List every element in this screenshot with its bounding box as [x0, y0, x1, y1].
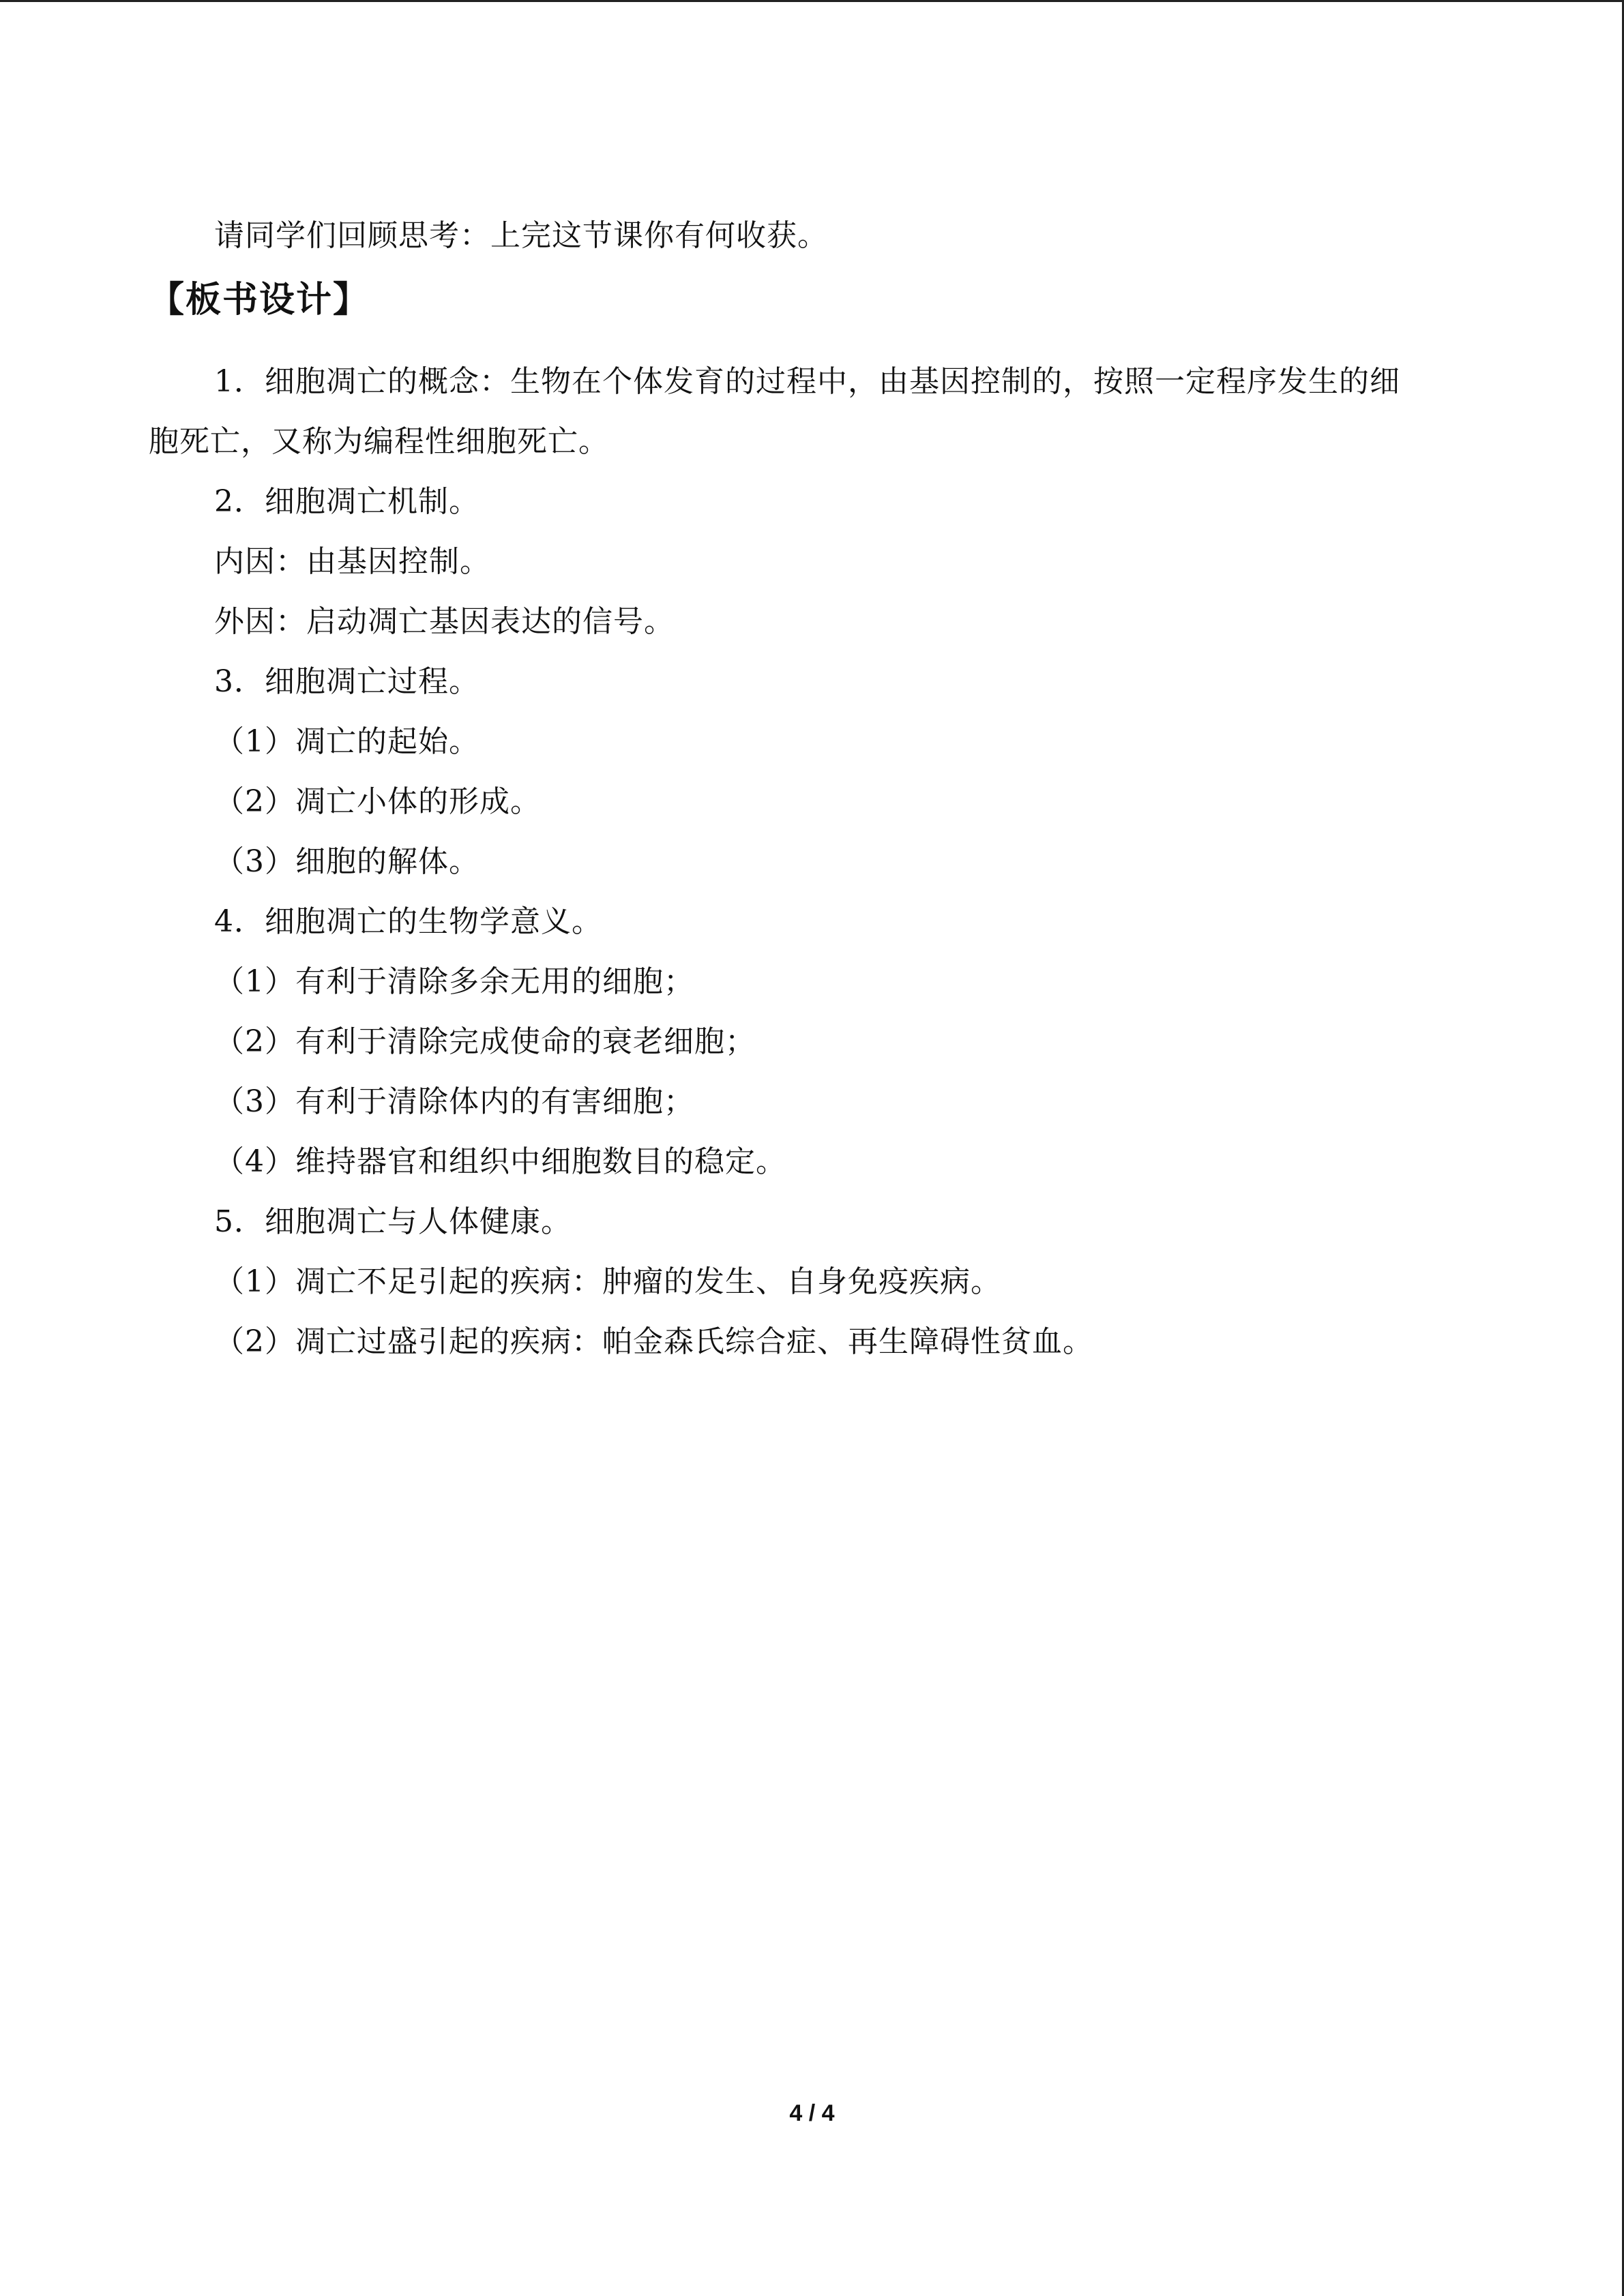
item-3-1: （1）凋亡的起始。: [214, 724, 479, 759]
item-2: 2．细胞凋亡机制。: [214, 484, 479, 519]
item-1-line-2: 胞死亡，又称为编程性细胞死亡。: [149, 424, 609, 459]
item-2-internal: 内因：由基因控制。: [214, 544, 490, 579]
item-5-2: （2）凋亡过盛引起的疾病：帕金森氏综合症、再生障碍性贫血。: [214, 1324, 1093, 1359]
item-4-4: （4）维持器官和组织中细胞数目的稳定。: [214, 1144, 786, 1179]
item-5-1: （1）凋亡不足引起的疾病：肿瘤的发生、自身免疫疾病。: [214, 1264, 1001, 1299]
item-1-line-1: 1．细胞凋亡的概念：生物在个体发育的过程中，由基因控制的，按照一定程序发生的细: [214, 364, 1400, 399]
item-3-3: （3）细胞的解体。: [214, 844, 479, 879]
item-3-2: （2）凋亡小体的形成。: [214, 784, 541, 819]
review-prompt: 请同学们回顾思考：上完这节课你有何收获。: [214, 218, 828, 253]
item-4-2: （2）有利于清除完成使命的衰老细胞；: [214, 1024, 756, 1059]
item-5: 5．细胞凋亡与人体健康。: [214, 1204, 572, 1239]
item-4-3: （3）有利于清除体内的有害细胞；: [214, 1084, 694, 1119]
item-2-external: 外因：启动凋亡基因表达的信号。: [214, 604, 675, 639]
item-4: 4．细胞凋亡的生物学意义。: [214, 904, 602, 939]
page-number: 4 / 4: [789, 2100, 835, 2126]
item-4-1: （1）有利于清除多余无用的细胞；: [214, 964, 694, 999]
item-3: 3．细胞凋亡过程。: [214, 664, 479, 699]
section-heading: 【板书设计】: [149, 280, 370, 320]
